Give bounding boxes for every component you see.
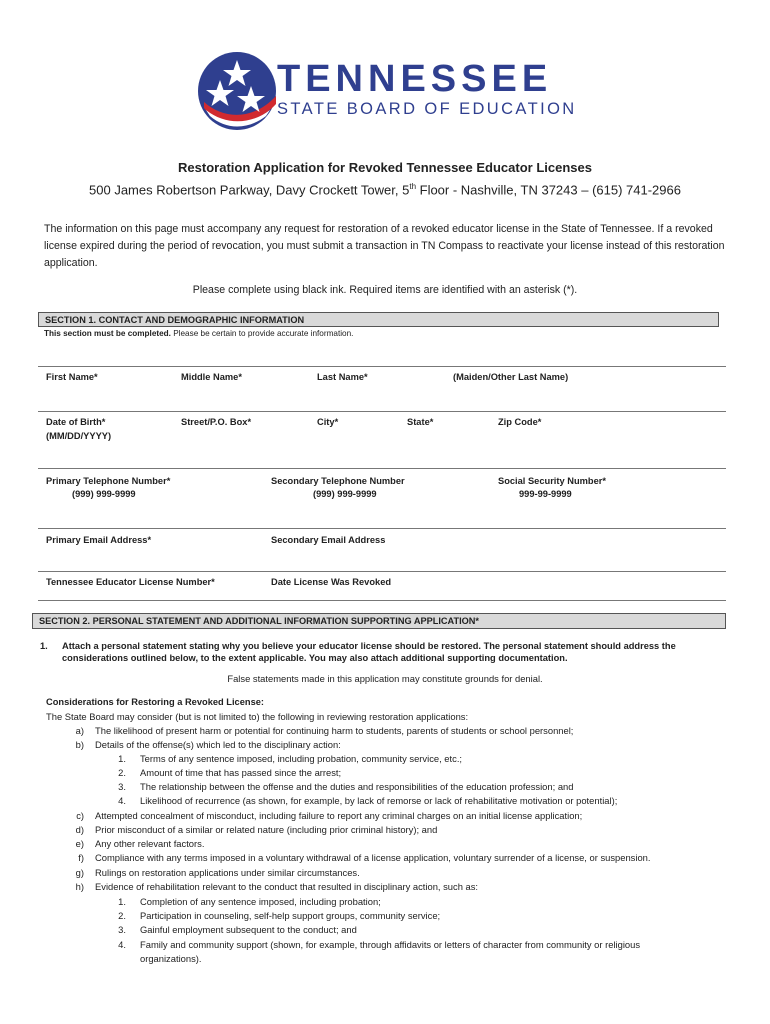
- false-statements-warning: False statements made in this application may constitute grounds for denial.: [227, 673, 543, 684]
- dob-field[interactable]: Date of Birth*: [46, 417, 106, 427]
- sub-list-item: [112, 767, 341, 778]
- list-text: Terms of any sentence imposed, including probation, community service, etc.;: [140, 753, 463, 764]
- section1-heading: SECTION 1. CONTACT AND DEMOGRAPHIC INFORMATION: [38, 312, 719, 327]
- city-field[interactable]: City*: [317, 417, 339, 427]
- list-text: The likelihood of present harm or potential for continuing harm to students, parents of students or school personnel;: [95, 725, 574, 736]
- first-name-field[interactable]: First Name*: [46, 372, 98, 382]
- list-marker: a): [75, 725, 84, 736]
- secondary-phone-format: (999) 999-9999: [313, 489, 377, 499]
- section1-note-rest: Please be certain to provide accurate information.: [170, 329, 354, 338]
- list-text: Gainful employment subsequent to the conduct; and: [140, 924, 357, 935]
- list-marker: b): [75, 739, 84, 750]
- primary-phone-format: (999) 999-9999: [72, 489, 136, 499]
- list-marker: 1.: [118, 896, 126, 907]
- list-item: [70, 739, 341, 750]
- list-item: [70, 881, 478, 892]
- list-text: Details of the offense(s) which led to the disciplinary action:: [95, 739, 341, 750]
- list-text: Likelihood of recurrence (as shown, for example, by lack of remorse or lack of rehabilitative motivation or potential);: [140, 795, 618, 806]
- zip-field[interactable]: Zip Code*: [498, 417, 542, 427]
- sub-list-item: [112, 781, 573, 792]
- section2-heading: SECTION 2. PERSONAL STATEMENT AND ADDITIONAL INFORMATION SUPPORTING APPLICATION*: [32, 613, 726, 629]
- list-text: Participation in counseling, self-help support groups, community service;: [140, 910, 441, 921]
- date-revoked-field[interactable]: Date License Was Revoked: [271, 577, 392, 587]
- list-marker: 4.: [118, 939, 126, 950]
- address-superscript: th: [409, 182, 417, 191]
- considerations-heading: Considerations for Restoring a Revoked License:: [46, 697, 265, 707]
- tennessee-tristar-icon: [196, 50, 278, 132]
- list-marker: h): [75, 881, 84, 892]
- list-text: Family and community support (shown, for example, through affidavits or letters of character from community or religious: [140, 939, 641, 950]
- list-item: [70, 824, 437, 835]
- instructions-text: Please complete using black ink. Required items are identified with an asterisk (*).: [192, 284, 578, 296]
- secondary-email-field[interactable]: Secondary Email Address: [271, 535, 386, 545]
- logo-subtitle: STATE BOARD OF EDUCATION: [277, 100, 577, 118]
- list-item: [70, 810, 582, 821]
- list-marker: 2.: [118, 767, 126, 778]
- middle-name-field[interactable]: Middle Name*: [181, 372, 242, 382]
- list-marker: g): [75, 867, 84, 878]
- list-marker: e): [75, 838, 84, 849]
- primary-email-field[interactable]: Primary Email Address*: [46, 535, 152, 545]
- list-item: [70, 852, 651, 863]
- list-text: The relationship between the offense and the duties and responsibilities of the education profession; and: [140, 781, 574, 792]
- ssn-field[interactable]: Social Security Number*: [498, 476, 606, 486]
- sub-list-item: [112, 896, 381, 907]
- field-divider: [38, 468, 726, 469]
- field-divider: [38, 366, 726, 367]
- street-field[interactable]: Street/P.O. Box*: [181, 417, 252, 427]
- dob-format-label: (MM/DD/YYYY): [46, 431, 112, 441]
- list-item: [70, 838, 204, 849]
- sub-list-item: [112, 910, 440, 921]
- list-item: [70, 725, 573, 736]
- list-item: [70, 867, 360, 878]
- logo-wordmark: TENNESSEE: [277, 58, 553, 100]
- sub-list-item: [112, 939, 640, 950]
- license-number-field[interactable]: Tennessee Educator License Number*: [46, 577, 215, 587]
- list-marker: c): [76, 810, 84, 821]
- item1-number: 1.: [40, 641, 48, 651]
- list-text: Any other relevant factors.: [95, 838, 205, 849]
- field-divider: [38, 600, 726, 601]
- list-text: Attempted concealment of misconduct, including failure to report any criminal charges on an initial license application;: [95, 810, 583, 821]
- address-part-2: Floor - Nashville, TN 37243 – (615) 741-2966: [416, 182, 681, 198]
- list-text: Completion of any sentence imposed, including probation;: [140, 896, 381, 907]
- intro-paragraph: The information on this page must accompany any request for restoration of a revoked educator license in the State of Tennessee. If a revoked license expired during the period of revocation, you must submit a transaction in TN Compass to reactivate your license instead of this restoration application.: [44, 223, 725, 269]
- list-text: Amount of time that has passed since the arrest;: [140, 767, 342, 778]
- section1-note-bold: This section must be completed.: [44, 329, 171, 338]
- maiden-name-field[interactable]: (Maiden/Other Last Name): [453, 372, 569, 382]
- list-marker: 3.: [118, 924, 126, 935]
- form-title: Restoration Application for Revoked Tennessee Educator Licenses: [178, 160, 592, 175]
- item1-text: Attach a personal statement stating why you believe your educator license should be restored. The personal statement should address the considerations outlined below, to the extent applicable. You may also attach additional supporting documentation.: [62, 641, 676, 663]
- list-marker: 3.: [118, 781, 126, 792]
- list-text: Prior misconduct of a similar or related nature (including prior criminal history); and: [95, 824, 438, 835]
- field-divider: [38, 571, 726, 572]
- list-marker: f): [78, 852, 84, 863]
- sub-list-continuation: organizations).: [140, 953, 202, 964]
- considerations-intro: The State Board may consider (but is not limited to) the following in reviewing restoration applications:: [46, 711, 469, 722]
- list-marker: 4.: [118, 795, 126, 806]
- sub-list-item: [112, 795, 617, 806]
- section1-note: [44, 329, 353, 338]
- secondary-phone-field[interactable]: Secondary Telephone Number: [271, 476, 405, 486]
- board-address: [0, 182, 770, 197]
- field-divider: [38, 528, 726, 529]
- last-name-field[interactable]: Last Name*: [317, 372, 368, 382]
- primary-phone-field[interactable]: Primary Telephone Number*: [46, 476, 171, 486]
- address-part-1: 500 James Robertson Parkway, Davy Crockett Tower, 5: [89, 182, 410, 198]
- sub-list-item: [112, 753, 462, 764]
- state-field[interactable]: State*: [407, 417, 434, 427]
- list-marker: d): [75, 824, 84, 835]
- ssn-format: 999-99-9999: [519, 489, 572, 499]
- list-marker: 1.: [118, 753, 126, 764]
- list-text: Compliance with any terms imposed in a voluntary withdrawal of a license application, voluntary surrender of a license, or suspension.: [95, 852, 651, 863]
- list-marker: 2.: [118, 910, 126, 921]
- field-divider: [38, 411, 726, 412]
- sub-list-item: [112, 924, 357, 935]
- list-text: Rulings on restoration applications under similar circumstances.: [95, 867, 360, 878]
- list-text: Evidence of rehabilitation relevant to the conduct that resulted in disciplinary action, such as:: [95, 881, 479, 892]
